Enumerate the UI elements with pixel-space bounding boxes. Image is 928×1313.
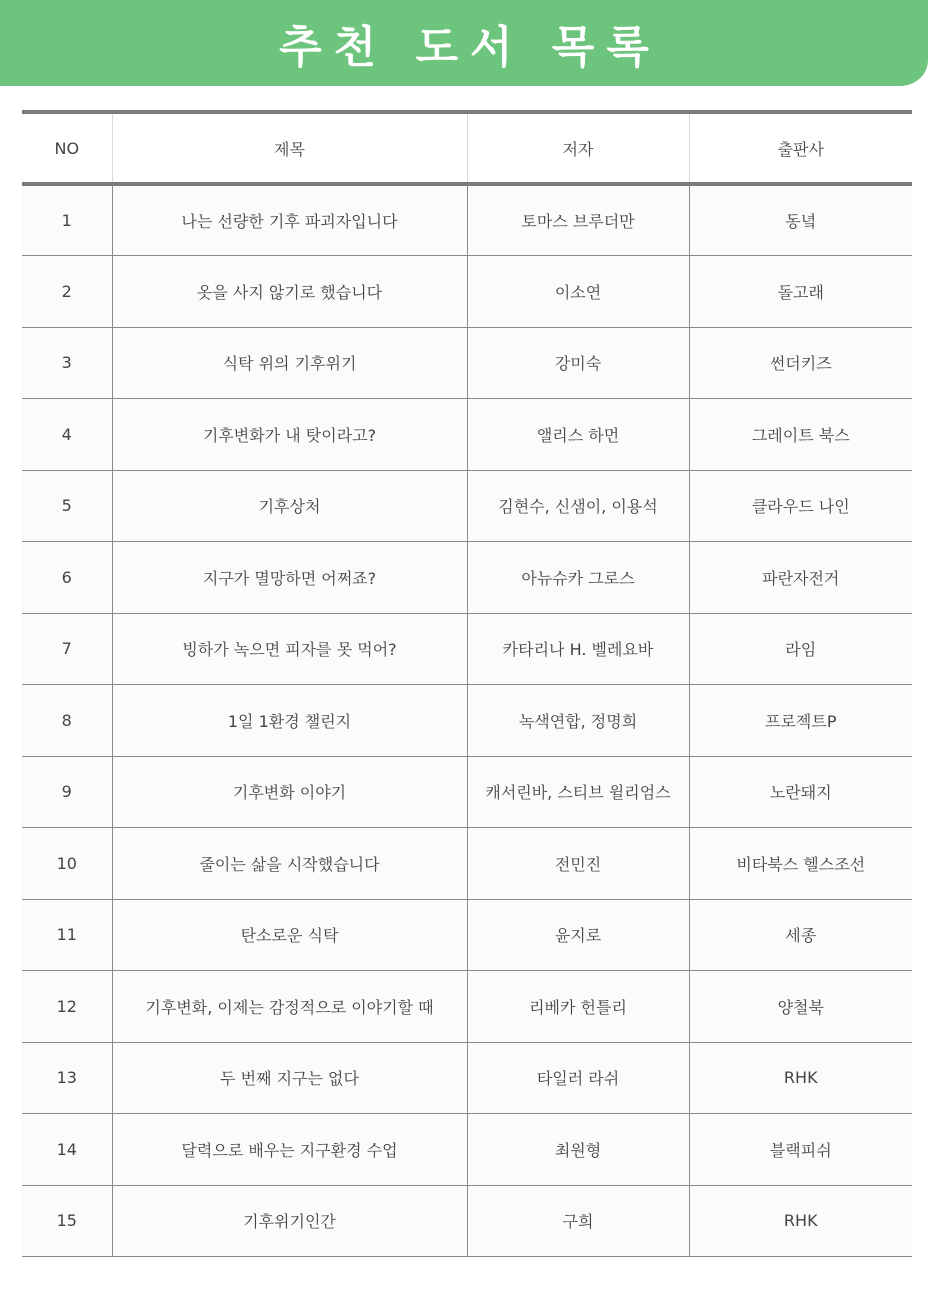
cell-author: 캐서린바, 스티브 윌리엄스	[467, 756, 689, 828]
cell-no: 2	[22, 256, 112, 328]
cell-publisher: 양철북	[689, 971, 912, 1043]
cell-publisher: 파란자전거	[689, 542, 912, 614]
table-row	[22, 971, 912, 1043]
table-row	[22, 542, 912, 614]
table-row	[22, 756, 912, 828]
table-row	[22, 256, 912, 328]
table-row	[22, 1114, 912, 1186]
cell-title: 탄소로운 식탁	[112, 899, 467, 971]
cell-no: 6	[22, 542, 112, 614]
column-header-title: 제목	[112, 112, 467, 184]
table-row	[22, 685, 912, 757]
cell-author: 강미숙	[467, 327, 689, 399]
cell-publisher: 세종	[689, 899, 912, 971]
cell-title: 기후상처	[112, 470, 467, 542]
cell-no: 1	[22, 184, 112, 256]
cell-no: 14	[22, 1114, 112, 1186]
table-body	[22, 184, 912, 1257]
cell-title: 기후변화, 이제는 감정적으로 이야기할 때	[112, 971, 467, 1043]
cell-publisher: 동녘	[689, 184, 912, 256]
cell-publisher: 블랙피쉬	[689, 1114, 912, 1186]
cell-no: 11	[22, 899, 112, 971]
cell-no: 4	[22, 399, 112, 471]
cell-title: 기후변화가 내 탓이라고?	[112, 399, 467, 471]
cell-title: 달력으로 배우는 지구환경 수업	[112, 1114, 467, 1186]
cell-no: 15	[22, 1185, 112, 1257]
cell-no: 12	[22, 971, 112, 1043]
cell-no: 13	[22, 1042, 112, 1114]
cell-author: 김현수, 신샘이, 이용석	[467, 470, 689, 542]
cell-author: 구희	[467, 1185, 689, 1257]
cell-author: 아뉴슈카 그로스	[467, 542, 689, 614]
cell-title: 옷을 사지 않기로 했습니다	[112, 256, 467, 328]
cell-no: 7	[22, 613, 112, 685]
cell-author: 최원형	[467, 1114, 689, 1186]
header-row	[22, 112, 912, 184]
cell-title: 기후위기인간	[112, 1185, 467, 1257]
book-list-table	[22, 110, 912, 1257]
cell-author: 이소연	[467, 256, 689, 328]
cell-author: 전민진	[467, 828, 689, 900]
cell-title: 식탁 위의 기후위기	[112, 327, 467, 399]
cell-author: 리베카 헌틀리	[467, 971, 689, 1043]
cell-publisher: 비타북스 헬스조선	[689, 828, 912, 900]
cell-title: 나는 선량한 기후 파괴자입니다	[112, 184, 467, 256]
column-header-no: NO	[22, 112, 112, 184]
title-banner	[0, 0, 928, 86]
cell-publisher: 프로젝트P	[689, 685, 912, 757]
cell-no: 8	[22, 685, 112, 757]
table-row	[22, 327, 912, 399]
table-row	[22, 399, 912, 471]
cell-author: 토마스 브루더만	[467, 184, 689, 256]
cell-title: 지구가 멸망하면 어쩌죠?	[112, 542, 467, 614]
cell-title: 1일 1환경 챌린지	[112, 685, 467, 757]
table-row	[22, 470, 912, 542]
table-row	[22, 613, 912, 685]
cell-author: 카타리나 H. 벨레요바	[467, 613, 689, 685]
cell-no: 9	[22, 756, 112, 828]
cell-author: 타일러 라쉬	[467, 1042, 689, 1114]
cell-author: 앨리스 하먼	[467, 399, 689, 471]
cell-author: 윤지로	[467, 899, 689, 971]
column-header-publisher: 출판사	[689, 112, 912, 184]
cell-no: 10	[22, 828, 112, 900]
cell-no: 3	[22, 327, 112, 399]
table-row	[22, 184, 912, 256]
cell-publisher: RHK	[689, 1185, 912, 1257]
cell-title: 줄이는 삶을 시작했습니다	[112, 828, 467, 900]
cell-no: 5	[22, 470, 112, 542]
cell-publisher: 돌고래	[689, 256, 912, 328]
table-row	[22, 1042, 912, 1114]
cell-title: 두 번째 지구는 없다	[112, 1042, 467, 1114]
cell-title: 빙하가 녹으면 피자를 못 먹어?	[112, 613, 467, 685]
table-row	[22, 1185, 912, 1257]
table-row	[22, 899, 912, 971]
table-row	[22, 828, 912, 900]
cell-author: 녹색연합, 정명희	[467, 685, 689, 757]
cell-publisher: 썬더키즈	[689, 327, 912, 399]
cell-title: 기후변화 이야기	[112, 756, 467, 828]
cell-publisher: 클라우드 나인	[689, 470, 912, 542]
page-title: 추천 도서 목록	[279, 22, 661, 73]
cell-publisher: 노란돼지	[689, 756, 912, 828]
book-list-table-container	[22, 110, 912, 1257]
cell-publisher: RHK	[689, 1042, 912, 1114]
cell-publisher: 그레이트 북스	[689, 399, 912, 471]
table-header	[22, 112, 912, 184]
cell-publisher: 라임	[689, 613, 912, 685]
column-header-author: 저자	[467, 112, 689, 184]
